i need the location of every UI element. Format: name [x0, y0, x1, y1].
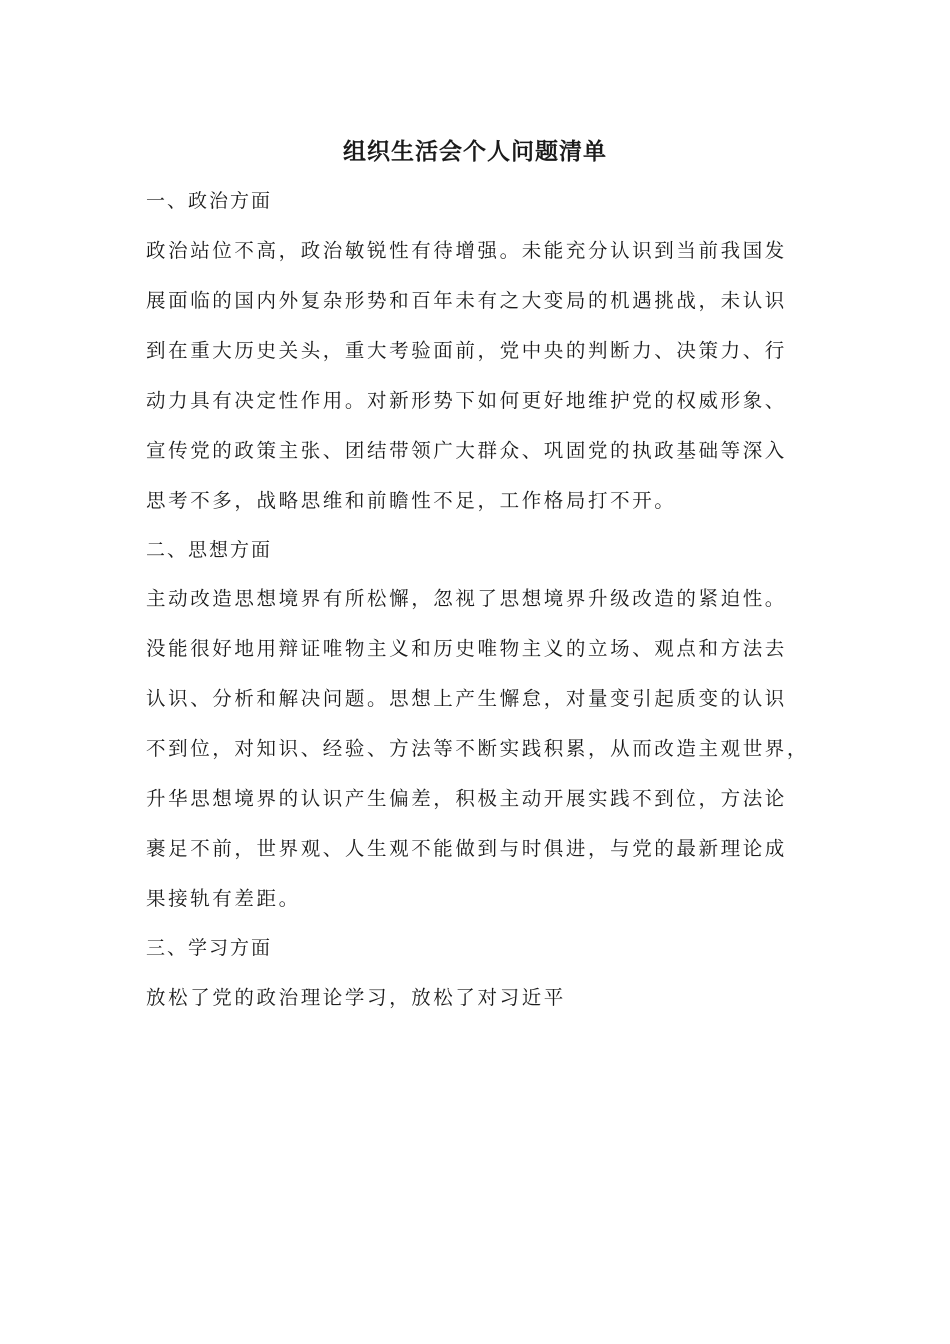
section-body-thought [146, 574, 826, 924]
section-heading-study: 三、学习方面 [146, 937, 273, 959]
paragraph-line: 没能很好地用辩证唯物主义和历史唯物主义的立场、观点和方法去 [146, 637, 787, 660]
section-body-politics [146, 226, 826, 526]
paragraph-line: 动力具有决定性作用。对新形势下如何更好地维护党的权威形象、 [146, 389, 787, 412]
paragraph-line: 不到位，对知识、经验、方法等不断实践积累，从而改造主观世界， [146, 737, 810, 760]
section-heading-politics: 一、政治方面 [146, 190, 273, 212]
section-heading-thought: 二、思想方面 [146, 539, 273, 561]
paragraph-line: 到在重大历史关头，重大考验面前，党中央的判断力、决策力、行 [146, 339, 787, 362]
paragraph-line: 展面临的国内外复杂形势和百年未有之大变局的机遇挑战，未认识 [146, 289, 787, 312]
paragraph-line: 果接轨有差距。 [146, 887, 301, 910]
paragraph-line: 放松了党的政治理论学习，放松了对习近平 [146, 986, 566, 1009]
document-title: 组织生活会个人问题清单 [343, 139, 607, 165]
paragraph-line: 宣传党的政策主张、团结带领广大群众、巩固党的执政基础等深入 [146, 439, 787, 462]
paragraph-line: 政治站位不高，政治敏锐性有待增强。未能充分认识到当前我国发 [146, 239, 787, 262]
paragraph-line: 升华思想境界的认识产生偏差，积极主动开展实践不到位，方法论 [146, 787, 787, 810]
paragraph-line: 思考不多，战略思维和前瞻性不足，工作格局打不开。 [146, 489, 677, 512]
paragraph-line: 主动改造思想境界有所松懈，忽视了思想境界升级改造的紧迫性。 [146, 587, 787, 610]
paragraph-line: 认识、分析和解决问题。思想上产生懈怠，对量变引起质变的认识 [146, 687, 787, 710]
paragraph-line: 裹足不前，世界观、人生观不能做到与时俱进，与党的最新理论成 [146, 837, 787, 860]
section-body-study [146, 973, 826, 1023]
